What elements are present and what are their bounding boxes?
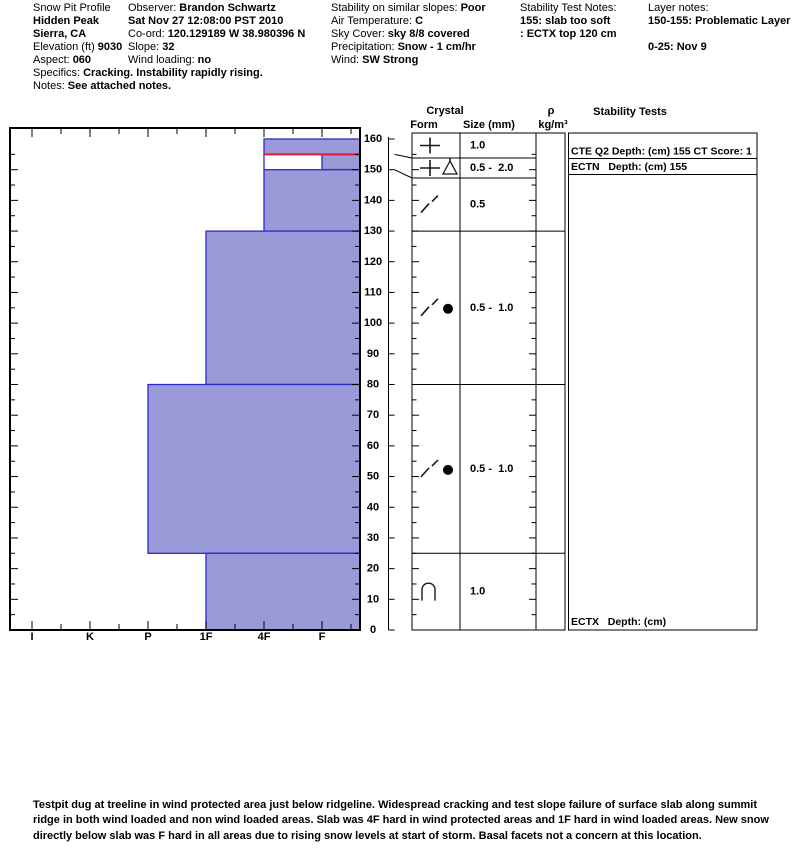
- depth-tick-label: 90: [366, 347, 380, 360]
- size-header: Size (mm): [463, 119, 515, 131]
- footer-notes: Testpit dug at treeline in wind protected area just below ridgeline. Widespread cracking and test slope failure of surface slab along summit ridge in both wind loaded and non wind loaded areas. Slab was 4F hard in wind protected areas and 1F hard in wind loaded areas. New snow directly below slab was F hard in all areas due to rising snow levels at start of storm. Basal facets not a concern at this location.: [33, 799, 769, 842]
- stability-test-entry: ECTN Depth: (cm) 155: [571, 161, 688, 173]
- header-field-label: Notes:: [33, 80, 65, 92]
- stability-test-entry: ECTX Depth: (cm): [571, 616, 667, 628]
- header-field-label: Stability on similar slopes:: [331, 2, 458, 14]
- header-field-label: Specifics:: [33, 67, 81, 79]
- header-field-label: Elevation (ft): [33, 41, 95, 53]
- depth-tick-label: 110: [364, 286, 382, 299]
- header-field-label: Wind loading:: [128, 54, 195, 66]
- header-field-value: Poor: [460, 2, 486, 14]
- profile-bar-80-130cm: [206, 231, 360, 384]
- depth-tick-label: 20: [366, 562, 380, 575]
- depth-tick-label: 100: [363, 317, 383, 330]
- grain-size-label: 1.0: [470, 585, 486, 598]
- crystal-slash-icon: [432, 460, 438, 466]
- stability-tests-header: Stability Tests: [593, 106, 667, 118]
- layer-leader-line: [395, 170, 413, 178]
- crystal-slash-icon: [421, 307, 429, 316]
- grain-size-label: 0.5 - 2.0: [470, 162, 514, 174]
- stability-test-entry: CTE Q2 Depth: (cm) 155 CT Score: 1: [571, 145, 752, 158]
- header-field-value: 155: slab too soft: [520, 15, 611, 27]
- header-field-label: Co-ord:: [128, 28, 165, 40]
- crystal-slash-icon: [421, 468, 429, 477]
- profile-bar-155-160cm: [264, 139, 360, 154]
- header-field-value: 0-25: Nov 9: [648, 41, 707, 53]
- header-field-label: Aspect:: [33, 54, 70, 66]
- header-field-value: Sierra, CA: [33, 28, 87, 40]
- hardness-axis-label: F: [318, 631, 326, 643]
- header-field-value: no: [197, 54, 212, 66]
- header-field-label: Wind:: [331, 54, 360, 66]
- grain-size-label: 0.5: [470, 198, 486, 211]
- depth-tick-label: 140: [363, 194, 383, 207]
- density-box: [536, 133, 565, 630]
- density-unit-header: kg/m³: [538, 119, 568, 131]
- depth-tick-label: 50: [366, 470, 380, 483]
- header-field-label: Layer notes:: [648, 2, 709, 14]
- header-field-value: C: [415, 15, 424, 27]
- crystal-slash-icon: [432, 196, 438, 202]
- header-field-value: Hidden Peak: [33, 15, 100, 27]
- crystal-header: Crystal: [426, 105, 464, 117]
- hardness-axis-label: P: [144, 631, 152, 643]
- depth-axis: [364, 133, 395, 636]
- crystal-rounded-grain-icon: [443, 304, 453, 314]
- header-field-label: Precipitation:: [331, 41, 395, 53]
- depth-tick-label: 70: [366, 409, 380, 422]
- profile-bar-0-25cm: [206, 553, 360, 630]
- header-field-value: See attached notes.: [67, 80, 172, 92]
- depth-tick-label: 80: [366, 378, 380, 391]
- header-field-value: Cracking. Instability rapidly rising.: [83, 67, 263, 79]
- crystal-depth-hoar-icon: [422, 583, 435, 601]
- header-field-label: Observer:: [128, 2, 177, 14]
- depth-tick-label: 40: [366, 501, 380, 514]
- hardness-axis-label: K: [86, 631, 94, 643]
- header-field-label: Slope:: [128, 41, 160, 53]
- header-field-value: 9030: [97, 41, 123, 53]
- profile-bar-25-80cm: [148, 385, 360, 554]
- depth-tick-label: 0: [369, 624, 377, 636]
- header-field-label: Sky Cover:: [331, 28, 385, 40]
- depth-tick-label: 60: [366, 439, 380, 452]
- profile-bar-130-150cm: [264, 170, 360, 231]
- hardness-axis-label: 4F: [257, 631, 271, 643]
- grain-size-label: 0.5 - 1.0: [470, 462, 514, 475]
- depth-tick-label: 150: [363, 163, 383, 176]
- crystal-slash-icon: [432, 299, 438, 305]
- profile-bar-150-155cm: [322, 154, 360, 169]
- density-header: ρ: [547, 105, 555, 117]
- crystal-rounded-grain-icon: [443, 465, 453, 475]
- grain-size-label: 0.5 - 1.0: [470, 301, 514, 314]
- stability-tests-box: [569, 133, 758, 630]
- header-field-value: 150-155: Problematic Layer: [648, 15, 791, 27]
- depth-tick-label: 160: [363, 133, 383, 145]
- header-field-value: sky 8/8 covered: [387, 28, 470, 40]
- hardness-axis-label: 1F: [199, 631, 213, 643]
- header-field-value: Brandon Schwartz: [179, 2, 276, 14]
- header-field-label: Stability Test Notes:: [520, 2, 617, 14]
- crystal-form-panel: [395, 105, 758, 630]
- hardness-profile-plot: [10, 128, 360, 643]
- header-field-label: Snow Pit Profile: [33, 2, 111, 14]
- depth-tick-label: 120: [363, 255, 383, 268]
- layer-leader-line: [395, 154, 413, 158]
- depth-tick-label: 130: [363, 225, 383, 238]
- header-field-value: 32: [162, 41, 175, 53]
- header-field-value: SW Strong: [362, 54, 419, 66]
- header-field-value: Snow - 1 cm/hr: [397, 41, 476, 53]
- crystal-graupel-icon: [443, 161, 457, 174]
- header-field-value: 060: [72, 54, 92, 66]
- header-field-value: : ECTX top 120 cm: [520, 28, 617, 40]
- header-field-label: Air Temperature:: [331, 15, 413, 27]
- form-header: Form: [410, 119, 438, 131]
- grain-size-label: 1.0: [470, 139, 486, 152]
- crystal-slash-icon: [421, 204, 429, 213]
- hardness-axis-label: I: [30, 631, 34, 643]
- depth-tick-label: 10: [366, 593, 380, 606]
- depth-tick-label: 30: [366, 531, 380, 544]
- header-field-value: Sat Nov 27 12:08:00 PST 2010: [128, 15, 284, 27]
- header-field-value: 120.129189 W 38.980396 N: [167, 28, 306, 40]
